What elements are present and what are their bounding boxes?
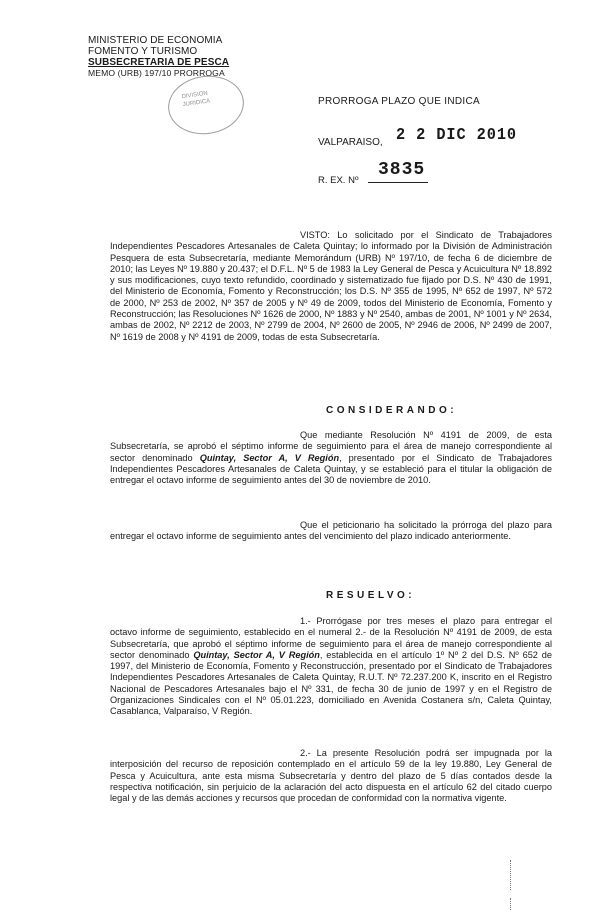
division-stamp [164,71,247,139]
ministry-name: MINISTERIO DE ECONOMIA [88,35,223,46]
considerando-paragraph-2 [110,520,552,543]
place-label: VALPARAISO, [318,137,383,148]
resolution-number: 3835 [378,160,426,180]
margin-mark-1 [510,860,513,890]
resuelvo-1-before: 1.- Prorrógase por tres meses el plazo para entregar el octavo informe de seguimiento, establecido en el numeral 2.- de la Resolución Nº 4191 de 2009, de esta Subsecretaría, que aprobó el séptimo informe de seguimiento para el área de manejo correspondiente al sector denominado [110,616,552,660]
considerando-2-text: Que el peticionario ha solicitado la prórroga del plazo para entregar el octavo informe de seguimiento antes del vencimiento del plazo indicado anteriormente. [110,520,552,542]
considerando-heading: CONSIDERANDO: [326,405,458,416]
stamp-line-2: JURIDICA [182,98,211,109]
considerando-1-text [110,430,552,486]
ministry-subtitle: FOMENTO Y TURISMO [88,45,198,57]
resuelvo-paragraph-1 [110,616,552,718]
visto-text: VISTO: Lo solicitado por el Sindicato de Trabajadores Independientes Pescadores Artesanales de Caleta Quintay; lo informado por la División de Administración Pesquera de esta Subsecretaría, mediante Memorándum (URB) Nº 197/10, de fecha 6 de diciembre de 2010; las Leyes Nº 19.880 y 20.437; el D.F.L. Nº 5 de 1983 la Ley General de Pesca y Acuicultura Nº 18.892 y sus modificaciones, cuyo texto refundido, coordinado y sistematizado fue fijado por D.S. Nº 430 de 1991, del Ministerio de Economía, Fomento y Reconstrucción; los D.S. Nº 355 de 1995, Nº 652 de 1997, Nº 572 de 2000, Nº 253 de 2002, Nº 357 de 2005 y Nº 49 de 2009, todos del Ministerio de Economía, Fomento y Reconstrucción; las Resoluciones Nº 1626 de 2000, Nº 1883 y Nº 2540, ambas de 2001, Nº 1001 y Nº 2634, ambas de 2002, Nº 2212 de 2003, Nº 2799 de 2004, Nº 2600 de 2005, Nº 2946 de 2006, Nº 2499 de 2007, Nº 1619 de 2008 y Nº 4191 de 2009, todas de esta Subsecretaría. [110,230,552,342]
stamp-line-1: DIVISION [181,90,209,101]
resolution-number-underline [368,182,428,183]
resuelvo-paragraph-2 [110,748,552,804]
resuelvo-1-text [110,616,552,718]
memo-reference: MEMO (URB) 197/10 PRORROGA [88,68,225,79]
resolution-label: R. EX. Nº [318,175,359,186]
margin-mark-2 [510,898,513,910]
considerando-1-emphasis: Quintay, Sector A, V Región [199,452,340,463]
resuelvo-2-text: 2.- La presente Resolución podrá ser impugnada por la interposición del recurso de reposición contemplado en el artículo 59 de la ley 19.880, Ley General de Pesca y Acuicultura, ante esta misma Subsecretaría y dentro del plazo de 5 días contados desde la respectiva notificación, sin perjuicio de la aclaración del acto dispuesta en el artículo 62 del citado cuerpo legal y de las demás acciones y recursos que procedan de conformidad con la normativa vigente. [110,748,552,804]
visto-paragraph [110,230,552,343]
resuelvo-heading: RESUELVO: [326,590,416,601]
undersecretariat-name: SUBSECRETARIA DE PESCA [88,56,230,68]
handwritten-date: 2 2 DIC 2010 [396,126,517,145]
considerando-paragraph-1 [110,430,552,486]
resuelvo-1-after: , establecida en el artículo 1º Nº 2 del D.S. Nº 652 de 1997, del Ministerio de Economía, Fomento y Reconstrucción, presentado por el Sindicato de Trabajadores Independientes Pescadores Artesanales de Caleta Quintay, R.U.T. Nº 72.237.200 K, inscrito en el Registro Nacional de Pescadores Artesanales bajo el Nº 331, de fecha 30 de junio de 1997 y en el Registro de Organizaciones Sindicales con el Nº 05.01.223, domiciliado en Avenida Costanera s/n, Caleta Quintay, Casablanca, Valparaíso, V Región. [110,649,552,717]
resuelvo-1-emphasis: Quintay, Sector A, V Región [193,649,320,660]
letterhead [88,36,229,79]
considerando-1-before: Que mediante Resolución Nº 4191 de 2009, de esta Subsecretaría, se aprobó el séptimo informe de seguimiento para el área de manejo correspondiente al sector denominado [110,430,552,463]
document-subject: PRORROGA PLAZO QUE INDICA [318,96,480,107]
considerando-1-after: , presentado por el Sindicato de Trabajadores Independientes Pescadores Artesanales de Caleta Quintay, y se estableció para el titular la obligación de entregar el octavo informe de seguimiento antes del 30 de noviembre de 2010. [110,452,552,486]
